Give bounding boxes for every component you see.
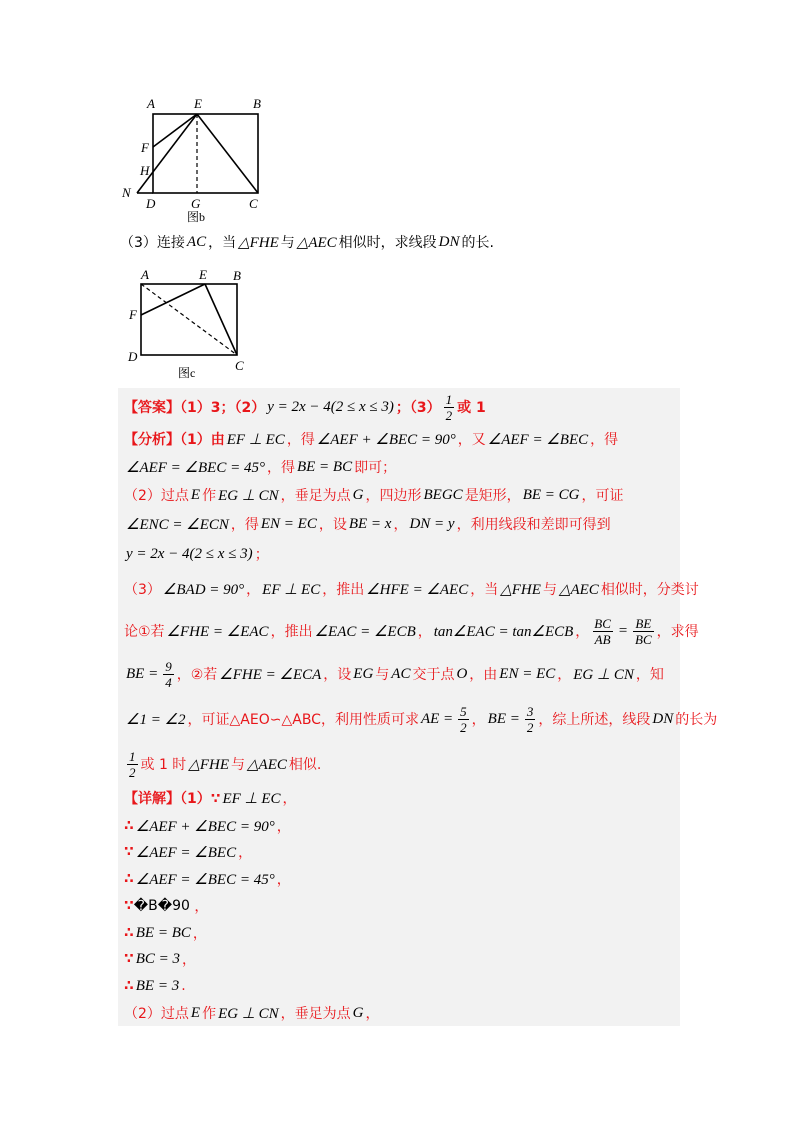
text-segment: ，得 <box>286 432 315 448</box>
fraction <box>458 704 469 735</box>
text-segment: 或 1 时 <box>140 757 187 773</box>
text-segment: 或 1 <box>457 400 486 416</box>
text-segment: （2）过点 <box>124 1006 189 1022</box>
text-segment: ，可证 <box>581 488 624 504</box>
text-segment: ，综上所述，线段 <box>538 712 651 728</box>
analysis-line <box>124 611 699 651</box>
text-segment: 作 <box>202 488 217 504</box>
text-segment: ，得 <box>266 460 295 476</box>
math-expression: ∠FHE = ∠EAC <box>166 623 269 640</box>
answer-heading: 【答案】（1）3；（2） <box>124 400 266 416</box>
detail-line <box>124 921 678 945</box>
text-segment: ， <box>182 952 197 968</box>
text-segment: ，②若 <box>176 667 218 683</box>
math-expression: G <box>352 1004 364 1021</box>
math-expression: ∠HFE = ∠AEC <box>366 581 469 598</box>
math-expression: = <box>617 622 629 639</box>
figure-b-caption: 图b <box>187 210 206 224</box>
question-3 <box>120 230 494 254</box>
fraction-denominator: 2 <box>129 764 136 780</box>
math-expression: AE = <box>420 710 454 727</box>
text-segment: ，垂足为点 <box>280 1006 351 1022</box>
text-segment: ； <box>254 547 269 563</box>
math-expression: y = 2x − 4(2 ≤ x ≤ 3) <box>126 545 253 562</box>
text-segment: 即可； <box>354 460 397 476</box>
text-segment: ；（3） <box>395 400 441 416</box>
text-segment: ，知 <box>635 667 664 683</box>
detail-heading: 【详解】（1）∵ <box>124 791 221 807</box>
garbled-expression: �B�90 <box>133 898 190 914</box>
fraction-numerator: BC <box>594 615 611 631</box>
text-segment: . <box>181 978 186 994</box>
analysis-line <box>124 577 699 601</box>
because-symbol: ∵ <box>124 898 134 914</box>
text-segment: ，又 <box>457 432 486 448</box>
text-segment: ， <box>575 624 590 640</box>
math-expression: △FHE <box>238 234 279 251</box>
text-segment: ，得 <box>230 517 259 533</box>
detail-line <box>124 867 678 891</box>
math-expression: BC = 3 <box>135 950 181 967</box>
analysis-line <box>124 512 678 536</box>
text-segment: 是矩形， <box>464 488 521 504</box>
math-expression: EG ⊥ CN <box>218 487 279 504</box>
math-expression: BE = CG <box>522 486 580 503</box>
math-expression: tan∠EAC = tan∠ECB <box>433 623 574 640</box>
text-segment: ，当 <box>470 582 499 598</box>
text-segment: 论①若 <box>124 624 165 640</box>
text-segment: （2）过点 <box>124 488 189 504</box>
fraction-denominator: 2 <box>526 719 534 735</box>
text-segment: ，推出 <box>270 624 313 640</box>
fraction-denominator: 2 <box>460 719 467 735</box>
text-segment: ，利用线段和差即可得到 <box>456 517 611 533</box>
detail-line <box>124 1001 678 1025</box>
text-segment: ，得 <box>590 432 619 448</box>
fraction-numerator: 1 <box>129 748 136 764</box>
segment-fe <box>141 284 205 315</box>
text-segment: ， <box>365 1006 380 1022</box>
math-expression: EG <box>353 665 374 682</box>
math-expression: BE = <box>487 710 520 727</box>
label-h: H <box>140 163 150 178</box>
math-expression: △AEC <box>296 234 337 251</box>
label-c: C <box>235 358 244 373</box>
therefore-symbol: ∴ <box>124 925 134 941</box>
text-segment: ， <box>276 872 291 888</box>
analysis-line <box>124 654 678 694</box>
math-expression: ∠FHE = ∠ECA <box>219 666 322 683</box>
math-expression: △FHE <box>500 581 541 598</box>
detail-line <box>124 974 678 998</box>
math-expression: EN = EC <box>260 515 317 532</box>
text-segment: ， <box>238 845 253 861</box>
analysis-line <box>124 427 678 451</box>
text-segment: （3） <box>124 582 161 598</box>
fraction <box>633 616 654 647</box>
math-expression: EF ⊥ EC <box>262 581 321 598</box>
label-g: G <box>191 196 201 211</box>
analysis-heading: 【分析】（1）由 <box>124 432 225 448</box>
label-d: D <box>128 349 138 364</box>
fraction <box>444 392 455 423</box>
fraction-numerator: 9 <box>165 658 172 674</box>
fraction-numerator: 1 <box>445 391 453 407</box>
math-expression: △AEC <box>558 581 599 598</box>
text-segment: 作 <box>202 1006 217 1022</box>
question-text: 的长. <box>461 235 494 251</box>
fraction-denominator: 4 <box>165 674 172 690</box>
math-expression: ∠AEF = ∠BEC = 45° <box>135 871 275 888</box>
fraction-numerator: 3 <box>526 703 534 719</box>
text-segment: ， <box>417 624 432 640</box>
text-segment: ， <box>276 819 291 835</box>
detail-line <box>124 786 678 810</box>
analysis-line <box>124 483 678 507</box>
math-expression: DN <box>438 233 460 250</box>
math-expression: ∠ENC = ∠ECN <box>126 516 229 533</box>
text-segment: ， <box>557 667 572 683</box>
figure-c <box>115 265 255 382</box>
fraction <box>525 704 536 735</box>
analysis-line <box>124 455 678 479</box>
figure-b <box>110 92 280 227</box>
math-expression: △FHE <box>188 756 230 773</box>
figure-c-caption: 图c <box>178 366 196 380</box>
math-expression: EF ⊥ EC <box>222 790 281 807</box>
solution-box <box>118 388 718 1026</box>
because-symbol: ∵ <box>124 844 134 860</box>
label-a: A <box>141 267 149 282</box>
therefore-symbol: ∴ <box>124 978 134 994</box>
text-segment: 相似时，分类讨 <box>600 582 699 598</box>
text-segment: ， <box>192 926 207 942</box>
therefore-symbol: ∴ <box>124 871 134 887</box>
math-expression: EG ⊥ CN <box>573 666 634 683</box>
math-expression: EF ⊥ EC <box>226 431 285 448</box>
math-expression: AC <box>186 233 207 250</box>
math-expression: BE = 3 <box>135 977 180 994</box>
math-expression: G <box>352 486 364 503</box>
answer-line <box>124 390 678 424</box>
question-text: ，当 <box>208 235 237 251</box>
analysis-line <box>124 542 678 566</box>
math-expression: BE = BC <box>135 924 191 941</box>
math-expression: DN = y <box>409 515 455 532</box>
fraction-denominator: 2 <box>445 407 453 423</box>
fraction <box>127 749 138 780</box>
label-n: N <box>122 185 131 200</box>
fraction-denominator: AB <box>594 631 611 647</box>
math-expression: BE = <box>126 665 159 682</box>
text-segment: ， <box>282 791 297 807</box>
math-expression: EN = EC <box>499 665 556 682</box>
text-segment: ，可证△AEO∽△ABC，利用性质可求 <box>187 712 419 728</box>
math-expression: ∠AEF = ∠BEC <box>487 431 589 448</box>
question-text: 相似时，求线段 <box>338 235 437 251</box>
fraction <box>163 659 174 690</box>
math-expression: ∠AEF + ∠BEC = 90° <box>316 431 456 448</box>
fraction-numerator: BE <box>635 615 652 631</box>
math-expression: DN <box>652 710 674 727</box>
label-a: A <box>147 96 155 111</box>
math-expression: E <box>190 1004 201 1021</box>
detail-line <box>124 814 678 838</box>
analysis-line <box>124 744 678 784</box>
math-expression: E <box>190 486 201 503</box>
segment-ac-dashed <box>141 284 237 355</box>
text-segment: ， <box>393 517 408 533</box>
text-segment: ，推出 <box>322 582 365 598</box>
text-segment: 与 <box>375 667 390 683</box>
question-text: （3）连接 <box>120 235 185 251</box>
math-expression: BEGC <box>423 486 463 503</box>
detail-line <box>124 947 678 971</box>
text-segment: ，由 <box>469 667 498 683</box>
math-expression: BE = x <box>348 515 392 532</box>
label-f: F <box>129 307 137 322</box>
label-f: F <box>141 140 149 155</box>
text-segment: ， <box>189 899 209 915</box>
math-expression: ∠1 = ∠2 <box>126 711 186 728</box>
label-b: B <box>233 268 241 283</box>
because-symbol: ∵ <box>124 951 134 967</box>
text-segment: ，求得 <box>656 624 699 640</box>
text-segment: ， <box>471 712 486 728</box>
math-expression: ∠AEF + ∠BEC = 90° <box>135 818 275 835</box>
fraction <box>592 616 613 647</box>
math-expression: O <box>456 665 468 682</box>
math-expression: AC <box>391 665 411 682</box>
text-segment: 交于点 <box>412 667 455 683</box>
text-segment: ，设 <box>323 667 352 683</box>
math-expression: ∠EAC = ∠ECB <box>314 623 416 640</box>
label-c: C <box>249 196 258 211</box>
label-b: B <box>253 96 261 111</box>
fraction-numerator: 5 <box>460 703 467 719</box>
text-segment: ，设 <box>318 517 347 533</box>
analysis-line <box>124 699 718 739</box>
text-segment: ，四边形 <box>365 488 422 504</box>
label-e: E <box>199 267 207 282</box>
segment-ec <box>197 114 258 193</box>
math-expression: △AEC <box>247 756 287 773</box>
label-d: D <box>146 196 156 211</box>
text-segment: ，垂足为点 <box>280 488 351 504</box>
math-expression: ∠BAD = 90° <box>162 581 245 598</box>
math-expression: BE = BC <box>296 458 353 475</box>
text-segment: 相似. <box>288 757 322 773</box>
label-e: E <box>194 96 202 111</box>
math-expression: ∠AEF = ∠BEC <box>135 844 237 861</box>
fraction-denominator: BC <box>635 631 652 647</box>
detail-line <box>124 840 678 864</box>
segment-ec <box>205 284 237 355</box>
text-segment: 的长为 <box>675 712 718 728</box>
question-text: 与 <box>280 235 295 251</box>
text-segment: 与 <box>542 582 557 598</box>
math-expression: ∠AEF = ∠BEC = 45° <box>126 459 265 476</box>
math-expression: y = 2x − 4(2 ≤ x ≤ 3) <box>267 398 394 415</box>
text-segment: 与 <box>231 757 246 773</box>
detail-line <box>124 894 678 918</box>
text-segment: ， <box>246 582 261 598</box>
therefore-symbol: ∴ <box>124 818 134 834</box>
math-expression: EG ⊥ CN <box>218 1005 279 1022</box>
